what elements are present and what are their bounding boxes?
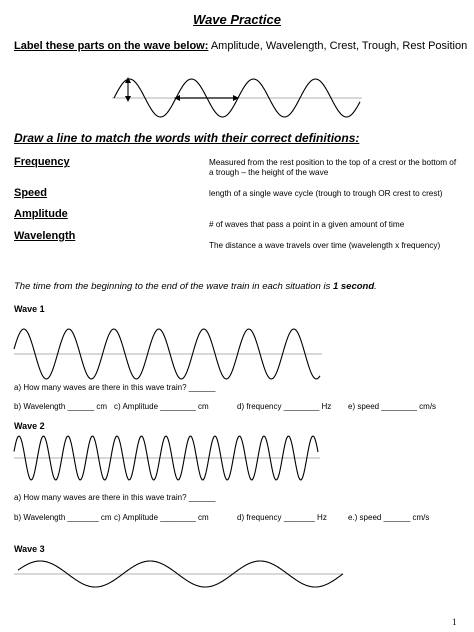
wave1-label: Wave 1 [14, 304, 45, 314]
page-number: 1 [452, 617, 457, 627]
wave2-amplitude-field: c) Amplitude ________ cm [114, 513, 209, 522]
wave1-diagram [0, 322, 474, 382]
page-title: Wave Practice [193, 12, 281, 27]
wave1-amplitude-field: c) Amplitude ________ cm [114, 402, 209, 411]
term-speed: Speed [14, 187, 48, 199]
term-wavelength: Wavelength [14, 230, 76, 242]
definition-speed: The distance a wave travels over time (wavelength x frequency) [209, 241, 441, 250]
wave1-wavelength-field: b) Wavelength ______ cm [14, 402, 108, 411]
wave2-frequency-field: d) frequency _______ Hz [237, 513, 327, 522]
definition-frequency: # of waves that pass a point in a given amount of time [209, 220, 405, 229]
time-note-emphasis: 1 second [332, 281, 375, 292]
wave2-question: a) How many waves are there in this wave train? ______ [14, 493, 216, 502]
label-instruction [14, 40, 467, 52]
term-amplitude: Amplitude [14, 208, 68, 220]
match-instruction: Draw a line to match the words with their correct definitions: [14, 131, 360, 145]
wave3-label: Wave 3 [14, 544, 45, 554]
definition-wavelength: length of a single wave cycle (trough to trough OR crest to crest) [209, 189, 443, 198]
wave1-speed-field: e) speed ________ cm/s [348, 402, 437, 411]
label-instruction-terms: Amplitude, Wavelength, Crest, Trough, Rest Position [208, 40, 468, 52]
definition-amplitude: Measured from the rest position to the top of a crest or the bottom of a trough – the height of the wave [209, 158, 457, 177]
wave1-question: a) How many waves are there in this wave train? ______ [14, 383, 216, 392]
wave2-wavelength-field: b) Wavelength _______ cm [14, 513, 112, 522]
term-frequency: Frequency [14, 156, 70, 168]
example-wave-diagram [0, 70, 474, 130]
wave1-frequency-field: d) frequency ________ Hz [237, 402, 332, 411]
wave2-label: Wave 2 [14, 421, 45, 431]
time-note: The time from the beginning to the end of the wave train in each situation is 1 second. [14, 281, 377, 292]
label-instruction-lead: Label these parts on the wave below: [14, 40, 209, 52]
wave2-diagram [0, 430, 474, 490]
wave2-speed-field: e.) speed ______ cm/s [348, 513, 430, 522]
wave3-diagram [0, 552, 474, 602]
